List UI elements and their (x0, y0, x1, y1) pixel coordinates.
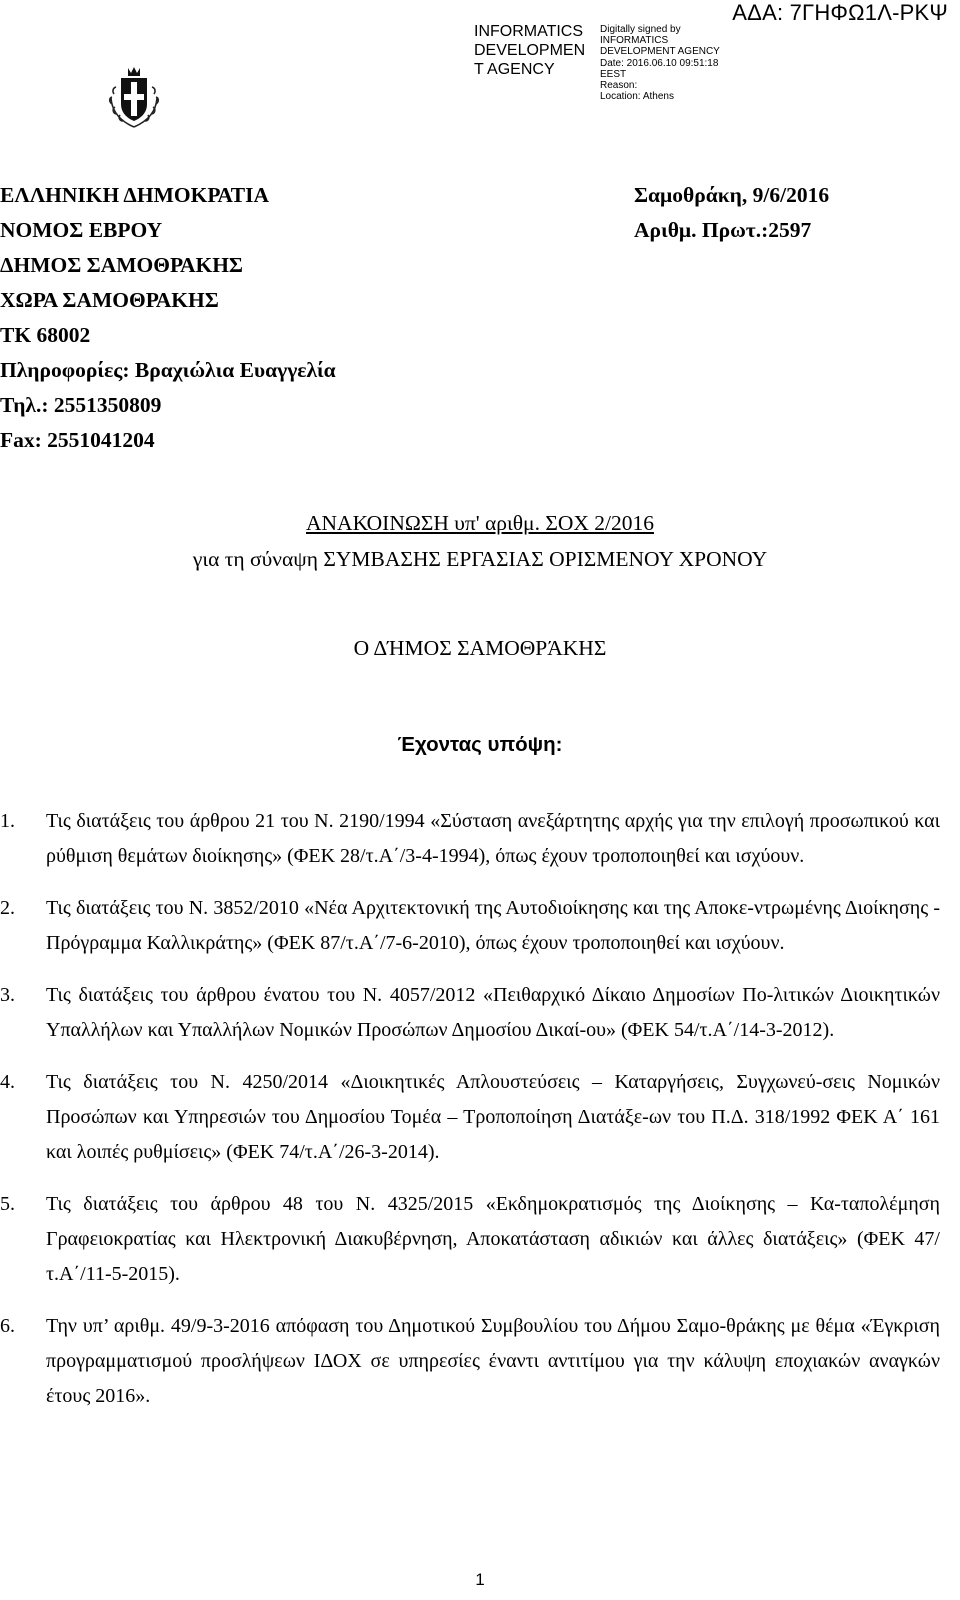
signature-name-line: T AGENCY (474, 61, 555, 78)
place-date: Σαμοθράκη, 9/6/2016 (634, 183, 830, 207)
item-number: 2. (0, 897, 15, 919)
having-in-view-heading: Έχοντας υπόψη: (397, 733, 563, 756)
considerations-list (0, 804, 940, 1431)
item-text: Τις διατάξεις του άρθρου ένατου του Ν. 4057/2012 «Πειθαρχικό Δίκαιο Δημοσίων Πο-λιτικών Διοικητικών Υπαλλήλων και Υπαλλήλων Νομικών Προσώπων Δημοσίου Δικαί-ου» (ΦΕΚ 54/τ.Α΄/14-3-2012). (46, 984, 940, 1041)
signature-name (474, 22, 594, 79)
list-item (0, 804, 940, 874)
item-number: 1. (0, 810, 15, 832)
item-text: Τις διατάξεις του άρθρου 48 του Ν. 4325/2015 «Εκδημοκρατισμός της Διοίκησης – Κα-ταπολέμηση Γραφειοκρατίας και Ηλεκτρονική Διακυβέρνηση, Αποκατάσταση αδικιών και άλλες διατάξεις» (ΦΕΚ 47/τ.Α΄/11-5-2015). (46, 1193, 940, 1285)
page-number: 1 (475, 1570, 485, 1589)
signature-name-line: INFORMATICS (474, 23, 584, 40)
announcement-title: ΑΝΑΚΟΙΝΩΣΗ υπ' αριθμ. ΣΟΧ 2/2016 (306, 511, 654, 535)
item-number: 4. (0, 1071, 15, 1093)
signature-detail-line: Digitally signed by (600, 24, 681, 35)
header-line: ΔΗΜΟΣ ΣΑΜΟΘΡΑΚΗΣ (0, 253, 243, 277)
item-number: 6. (0, 1315, 15, 1337)
list-item (0, 1065, 940, 1170)
header-line: Fax: 2551041204 (0, 428, 155, 452)
date-protocol (634, 178, 829, 248)
signature-detail-line: Reason: (600, 80, 638, 92)
header-line: ΕΛΛΗΝΙΚΗ ΔΗΜΟΚΡΑΤΙΑ (0, 183, 270, 207)
signature-detail-line: EEST (600, 68, 627, 80)
header-line: Πληροφορίες: Βραχιώλια Ευαγγελία (0, 358, 336, 382)
list-item (0, 1187, 940, 1292)
item-text: Τις διατάξεις του άρθρου 21 του Ν. 2190/1994 «Σύσταση ανεξάρτητης αρχής για την επιλογή προσωπικού και ρύθμιση θεμάτων διοίκησης» (ΦΕΚ 28/τ.Α΄/3-4-1994), όπως έχουν τροποποιηθεί και ισχύουν. (46, 810, 940, 867)
header-line: Τηλ.: 2551350809 (0, 393, 162, 417)
item-text: Την υπ’ αριθμ. 49/9-3-2016 απόφαση του Δημοτικού Συμβουλίου του Δήμου Σαμο-θράκης με θέμα «Έγκριση προγραμματισμού προσλήψεων ΙΔΟΧ σε υπηρεσίες έναντι αντιτίμου για την κάλυψη εποχιακών αναγκών έτους 2016». (46, 1315, 940, 1407)
greek-coat-of-arms-emblem (106, 64, 162, 130)
protocol-number: Αριθμ. Πρωτ.:2597 (634, 218, 812, 242)
ada-code: ΑΔΑ: 7ΓΗΦΩ1Λ-ΡΚΨ (732, 0, 948, 25)
item-text: Τις διατάξεις του Ν. 3852/2010 «Νέα Αρχιτεκτονική της Αυτοδιοίκησης και της Αποκε-ντρωμένης Διοίκησης - Πρόγραμμα Καλλικράτης» (ΦΕΚ 87/τ.Α΄/7-6-2010), όπως έχουν τροποποιηθεί και ισχύουν. (46, 897, 940, 954)
header-line: ΤΚ 68002 (0, 323, 91, 347)
authority-heading: Ο ΔΉΜΟΣ ΣΑΜΟΘΡΆΚΗΣ (353, 636, 607, 660)
announcement-subtitle: για τη σύναψη ΣΥΜΒΑΣΗΣ ΕΡΓΑΣΙΑΣ ΟΡΙΣΜΕΝΟΥ ΧΡΟΝΟΥ (192, 547, 768, 571)
signature-detail-line: Date: 2016.06.10 09:51:18 (600, 57, 719, 69)
list-item (0, 1309, 940, 1414)
signature-detail-line: INFORMATICS (600, 35, 669, 47)
signature-details (600, 24, 740, 102)
signature-detail-line: DEVELOPMENT AGENCY (600, 46, 720, 58)
header-line: ΧΩΡΑ ΣΑΜΟΘΡΑΚΗΣ (0, 288, 219, 312)
item-text: Τις διατάξεις του Ν. 4250/2014 «Διοικητικές Απλουστεύσεις – Καταργήσεις, Συγχωνεύ-σεις Νομικών Προσώπων και Υπηρεσιών του Δημοσίου Τομέα – Τροποποίηση Διατάξε-ων του Π.Δ. 318/1992 ΦΕΚ Α΄ 161 και λοιπές ρυθμίσεις» (ΦΕΚ 74/τ.Α΄/26-3-2014). (46, 1071, 940, 1163)
signature-name-line: DEVELOPMEN (474, 42, 586, 59)
header-line: ΝΟΜΟΣ ΕΒΡΟΥ (0, 218, 163, 242)
list-item (0, 978, 940, 1048)
item-number: 5. (0, 1193, 15, 1215)
signature-detail-line: Location: Athens (600, 91, 674, 103)
list-item (0, 891, 940, 961)
sender-header (0, 178, 336, 458)
item-number: 3. (0, 984, 15, 1006)
